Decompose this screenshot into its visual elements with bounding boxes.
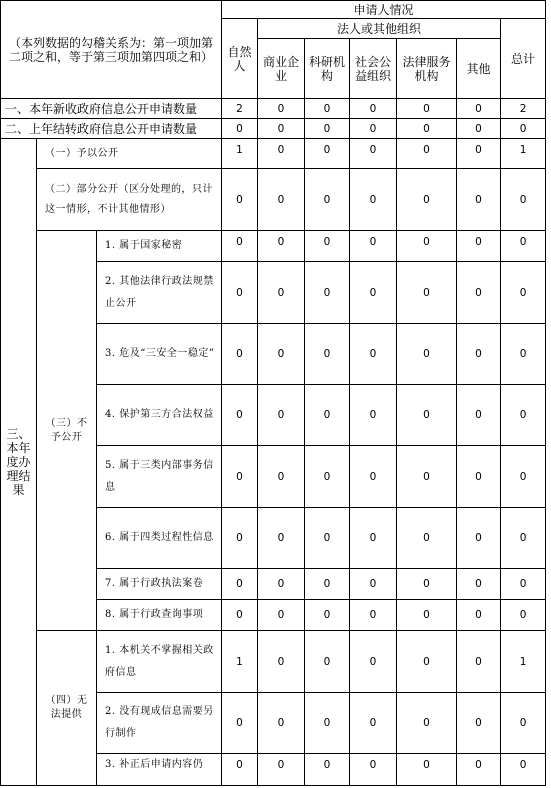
value-cell: 0 <box>457 324 501 385</box>
value-cell: 0 <box>397 385 457 446</box>
value-cell: 0 <box>457 139 501 169</box>
section-three-label <box>1 139 37 786</box>
row-item <box>97 754 222 786</box>
value-cell: 0 <box>305 569 350 600</box>
value-cell: 0 <box>457 508 501 569</box>
value-cell: 0 <box>350 169 397 231</box>
row-label: 8. 属于行政查询事项 <box>105 609 204 620</box>
value-cell: 0 <box>258 569 305 600</box>
row-item <box>97 446 222 508</box>
value-cell: 0 <box>350 231 397 262</box>
col-business <box>258 39 305 99</box>
value-cell: 0 <box>501 119 546 139</box>
row-label: 1. 属于国家秘密 <box>105 240 183 251</box>
value-cell: 0 <box>457 119 501 139</box>
row-item <box>97 262 222 324</box>
value-cell: 0 <box>258 446 305 508</box>
value-cell: 0 <box>258 119 305 139</box>
value-cell: 0 <box>397 231 457 262</box>
value-cell: 0 <box>222 569 258 600</box>
value-cell: 1 <box>222 631 258 693</box>
value-cell: 0 <box>397 693 457 754</box>
value-cell: 0 <box>305 324 350 385</box>
legal-group-text: 法人或其他组织 <box>337 21 422 36</box>
value-cell: 0 <box>305 754 350 786</box>
col-total-text: 总计 <box>511 51 536 66</box>
group-not-disclosed <box>37 231 97 631</box>
value-cell: 0 <box>258 99 305 119</box>
value-cell: 0 <box>222 119 258 139</box>
row-label: 1. 本机关不掌握相关政府信息 <box>105 644 214 678</box>
value-cell: 0 <box>501 262 546 324</box>
section-three-text: 三、本年度办理结果 <box>6 427 31 497</box>
value-cell: 0 <box>350 139 397 169</box>
col-natural-person <box>222 19 258 99</box>
value-cell: 0 <box>222 385 258 446</box>
value-cell: 0 <box>350 693 397 754</box>
row-item <box>97 631 222 693</box>
value-cell: 0 <box>501 569 546 600</box>
group-label: （三）不予公开 <box>45 417 88 443</box>
value-cell: 0 <box>457 693 501 754</box>
value-cell: 0 <box>457 754 501 786</box>
value-cell: 0 <box>305 600 350 631</box>
applicant-header <box>222 1 546 19</box>
row-label: 一、本年新收政府信息公开申请数量 <box>5 101 198 116</box>
value-cell: 0 <box>397 262 457 324</box>
value-cell: 0 <box>222 693 258 754</box>
value-cell: 0 <box>305 169 350 231</box>
value-cell: 0 <box>501 385 546 446</box>
value-cell: 0 <box>222 446 258 508</box>
row-item <box>97 508 222 569</box>
value-cell: 0 <box>350 600 397 631</box>
value-cell: 0 <box>350 631 397 693</box>
value-cell: 0 <box>501 508 546 569</box>
note-cell <box>1 1 222 99</box>
col-other-text: 其他 <box>466 61 491 76</box>
col-other <box>457 39 501 99</box>
table-row <box>1 119 546 139</box>
value-cell: 0 <box>350 446 397 508</box>
value-cell: 0 <box>258 231 305 262</box>
row-label: （二）部分公开（区分处理的，只计这一情形，不计其他情形） <box>45 183 213 215</box>
value-cell: 0 <box>501 231 546 262</box>
value-cell: 0 <box>501 324 546 385</box>
value-cell: 0 <box>457 600 501 631</box>
value-cell: 0 <box>258 754 305 786</box>
value-cell: 0 <box>350 385 397 446</box>
value-cell: 0 <box>305 631 350 693</box>
value-cell: 0 <box>222 262 258 324</box>
value-cell: 0 <box>397 600 457 631</box>
row-label: 2. 其他法律行政法规禁止公开 <box>105 275 214 309</box>
value-cell: 0 <box>258 508 305 569</box>
applicant-header-text: 申请人情况 <box>353 2 414 17</box>
col-legal-service-text: 法律服务机构 <box>402 54 451 83</box>
group-label: （四）无法提供 <box>45 695 88 720</box>
value-cell: 0 <box>222 231 258 262</box>
row-item <box>97 231 222 262</box>
col-public-welfare-text: 社会公益组织 <box>355 54 392 83</box>
row-item <box>97 569 222 600</box>
value-cell: 0 <box>305 99 350 119</box>
value-cell: 0 <box>305 385 350 446</box>
row-carried-over <box>1 119 222 139</box>
value-cell: 0 <box>350 119 397 139</box>
value-cell: 0 <box>397 99 457 119</box>
col-research-text: 科研机构 <box>309 54 346 83</box>
col-total <box>501 19 546 99</box>
row-label: 3. 补正后申请内容仍 <box>105 759 204 770</box>
value-cell: 0 <box>258 324 305 385</box>
row-disclosed <box>37 139 222 169</box>
table-row <box>1 631 546 693</box>
value-cell: 0 <box>397 631 457 693</box>
value-cell: 0 <box>258 693 305 754</box>
row-label: 5. 属于三类内部事务信息 <box>105 459 214 493</box>
table-row <box>1 99 546 119</box>
value-cell: 0 <box>258 600 305 631</box>
value-cell: 2 <box>222 99 258 119</box>
value-cell: 0 <box>501 446 546 508</box>
value-cell: 0 <box>397 569 457 600</box>
row-label: 3. 危及“三安全一稳定” <box>105 348 215 359</box>
value-cell: 0 <box>457 631 501 693</box>
value-cell: 0 <box>457 385 501 446</box>
row-label: 7. 属于行政执法案卷 <box>105 578 204 589</box>
value-cell: 0 <box>222 169 258 231</box>
value-cell: 0 <box>397 169 457 231</box>
value-cell: 0 <box>258 631 305 693</box>
value-cell: 0 <box>222 508 258 569</box>
value-cell: 0 <box>305 262 350 324</box>
col-natural-person-text: 自然人 <box>227 44 252 73</box>
row-new-applications <box>1 99 222 119</box>
value-cell: 0 <box>305 508 350 569</box>
value-cell: 0 <box>457 169 501 231</box>
value-cell: 0 <box>305 446 350 508</box>
value-cell: 0 <box>350 262 397 324</box>
value-cell: 0 <box>501 754 546 786</box>
value-cell: 0 <box>222 600 258 631</box>
col-business-text: 商业企业 <box>263 54 300 83</box>
value-cell: 0 <box>397 754 457 786</box>
value-cell: 0 <box>457 569 501 600</box>
row-label: （一）予以公开 <box>45 147 119 159</box>
value-cell: 0 <box>457 99 501 119</box>
row-item <box>97 385 222 446</box>
table-row <box>1 169 546 231</box>
row-label: 2. 没有现成信息需要另行制作 <box>105 706 214 739</box>
value-cell: 0 <box>350 754 397 786</box>
row-label: 4. 保护第三方合法权益 <box>105 409 214 420</box>
col-legal-service <box>397 39 457 99</box>
value-cell: 0 <box>501 169 546 231</box>
value-cell: 0 <box>457 231 501 262</box>
value-cell: 0 <box>350 99 397 119</box>
value-cell: 0 <box>258 262 305 324</box>
row-item <box>97 324 222 385</box>
group-cannot-provide <box>37 631 97 786</box>
value-cell: 0 <box>305 231 350 262</box>
value-cell: 0 <box>258 139 305 169</box>
value-cell: 1 <box>501 631 546 693</box>
value-cell: 0 <box>397 508 457 569</box>
row-partially-disclosed <box>37 169 222 231</box>
value-cell: 0 <box>258 169 305 231</box>
value-cell: 0 <box>397 446 457 508</box>
row-label: 二、上年结转政府信息公开申请数量 <box>5 121 198 136</box>
row-label: 6. 属于四类过程性信息 <box>105 532 214 543</box>
value-cell: 0 <box>350 324 397 385</box>
value-cell: 0 <box>397 119 457 139</box>
value-cell: 0 <box>350 569 397 600</box>
value-cell: 2 <box>501 99 546 119</box>
col-research <box>305 39 350 99</box>
value-cell: 0 <box>258 385 305 446</box>
value-cell: 0 <box>501 600 546 631</box>
row-item <box>97 600 222 631</box>
value-cell: 0 <box>305 693 350 754</box>
row-item <box>97 693 222 754</box>
value-cell: 1 <box>501 139 546 169</box>
value-cell: 0 <box>397 139 457 169</box>
value-cell: 0 <box>305 139 350 169</box>
value-cell: 1 <box>222 139 258 169</box>
value-cell: 0 <box>222 754 258 786</box>
value-cell: 0 <box>457 262 501 324</box>
value-cell: 0 <box>397 324 457 385</box>
legal-group-header <box>258 19 501 39</box>
table-row <box>1 139 546 169</box>
note-text: （本列数据的勾稽关系为：第一项加第二项之和，等于第三项加第四项之和） <box>9 35 214 64</box>
value-cell: 0 <box>501 693 546 754</box>
table-row <box>1 231 546 262</box>
value-cell: 0 <box>457 446 501 508</box>
value-cell: 0 <box>350 508 397 569</box>
col-public-welfare <box>350 39 397 99</box>
value-cell: 0 <box>305 119 350 139</box>
value-cell: 0 <box>222 324 258 385</box>
